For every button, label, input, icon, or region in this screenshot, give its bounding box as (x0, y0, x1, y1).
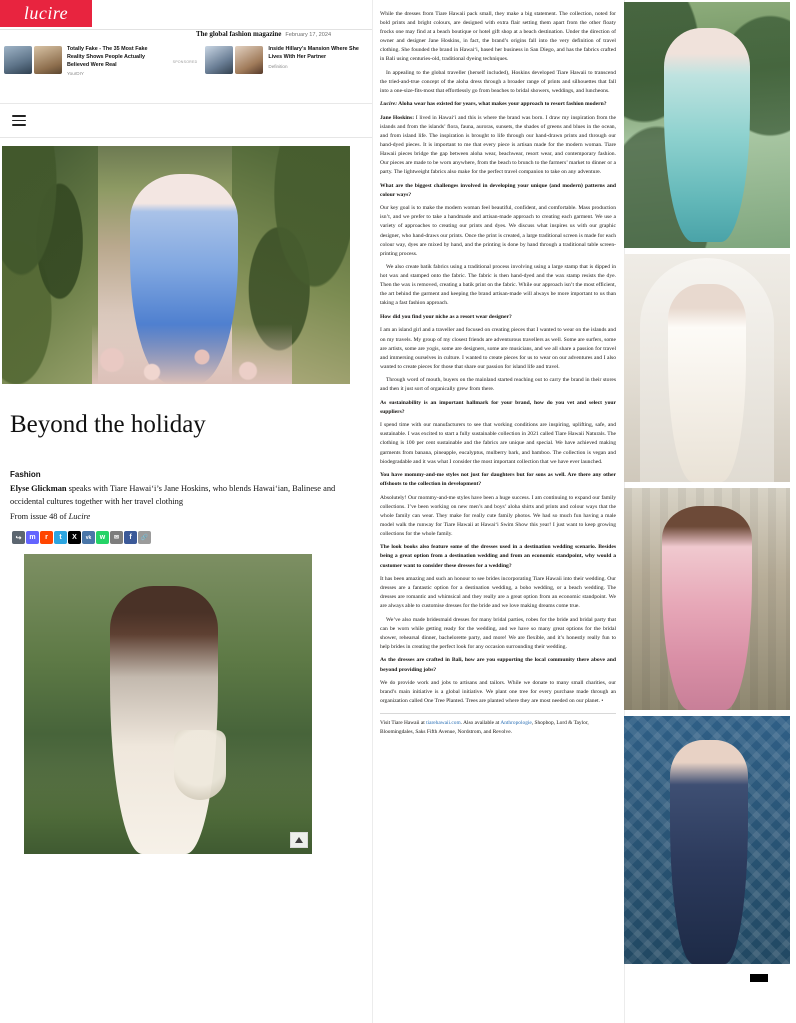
rail-model-figure (668, 284, 746, 482)
issue-name: Lucire (68, 512, 91, 522)
body-paragraph: It has been amazing and such an honour to see brides incorporating Tiare Hawaii into their wedding. Our dresses are a fantastic option for a destination wedding, a boho wedding, or a beach wedding. The dresses are romantic and whimsical and they really are a great option from an economic standpoint. We are always able to customise dresses for the bride and we love making dreams come true. (380, 576, 616, 610)
article-issue-line (0, 508, 372, 521)
interview-question: What are the biggest challenges involved in developing your unique (and modern) patterns and colour ways? (380, 182, 616, 198)
right-image-rail (624, 0, 796, 1023)
site-masthead (0, 0, 372, 30)
telegram-icon-glyph: t (59, 534, 62, 542)
scroll-to-top-button[interactable] (290, 832, 308, 848)
ad-thumbnails (205, 46, 263, 95)
facebook-icon[interactable] (124, 531, 137, 544)
interview-question: As the dresses are crafted in Bali, how are you supporting the local community there above and beyond providing jobs? (380, 657, 616, 673)
x-twitter-icon-glyph: X (72, 534, 77, 542)
question-text: Aloha wear has existed for years, what makes your approach to resort fashion modern? (397, 101, 607, 108)
interviewee-name: Jane Hoskins: (380, 114, 415, 121)
body-paragraph (380, 114, 616, 177)
left-column (0, 0, 372, 1023)
article-secondary-image (24, 554, 312, 854)
body-paragraph: We do provide work and jobs to artisans and tailors. While we donate to many small charities, our brand’s main initiative is a global initiative. We plant one tree for every purchase made through an organization called One Tree Planted. Trees are planted where they are most needed on our planet. • (380, 680, 616, 705)
rail-footer-marker (750, 974, 768, 982)
interviewer-name: Lucire: (380, 101, 398, 108)
mastodon-icon[interactable] (26, 531, 39, 544)
rail-image-white-dress (624, 254, 790, 482)
sponsored-label: SPONSORED (172, 60, 198, 64)
answer-text: I lived in Hawai‘i and this is where the brand was born. I draw my inspiration from the islands and from the islands’ flora, fauna, auroras, sunsets, the shades of greens and blues in the ocean, and from island life. The inspiration is brought to life through our hand-drawn prints and through our hand-dyed pieces. It is important to me that every piece is artisan made for the modern woman. Tiare Hawaii pieces bridge the gap between aloha wear, beachwear, resort wear, and contemporary fashion. Our pieces are made to be worn anywhere, from the beach to brunch to the farmers’ market to dinner or a party. The lightweight fabrics also make for the perfect travel companion to take on any adventure. (380, 114, 616, 176)
body-paragraph: Absolutely! Our mommy-and-me styles have been a huge success. I am continuing to expand our family collections. I’ve been working on new men’s and boys’ aloha shirts and prints and colour ways that the whole family can wear. They make for really cute family photos. We had so much fun having a male model walk the runway for Tiare Hawaii at Hawai‘i Swim Show this year! I just want to keep growing collections for the whole family. (380, 494, 616, 537)
article-body (380, 10, 616, 736)
body-paragraph: We also create batik fabrics using a traditional process involving using a large stamp that is dipped in hot wax and stamped onto the fabric. The fabric is then hand-dyed and the wax stamp resists the dye. Then the wax is removed, creating a batik print on the fabric. While our approach isn’t the most efficient, the art behind the garment and keeping the brand artisan-made will always be more important to us than taking a fast fashion approach. (380, 264, 616, 307)
rail-model-figure (662, 506, 752, 710)
body-paragraph: In appealing to the global traveller (herself included), Hoskins developed Tiare Hawaii to transcend the tried-and-true concept of the aloha dress through a broader range of prints and silhouettes that fall into a one-size-fits-most that effortlessly go from beaches to bridal showers, weddings, and luncheons. (380, 69, 616, 94)
article-footer-note (380, 713, 616, 736)
email-icon[interactable] (110, 531, 123, 544)
sponsored-ad-strip (0, 42, 372, 104)
hero-petal-ground (92, 324, 292, 384)
page-title: Beyond the holiday (10, 410, 206, 438)
ad-thumbnail-image (34, 46, 62, 74)
rail-image-list (624, 0, 796, 982)
body-paragraph: Our key goal is to make the modern woman feel beautiful, confident, and comfortable. Mass production isn’t, and we prefer to take a handmade and artisan-made approach to creating each garment. We use a variety of approaches to creating our prints and dyes. We discuss what inspires us with our graphic designer, who hand-draws our prints. Once the print is created, a large traditional screen is made for each colour way, dyes are mixed by hand, and the printing is done by hand through a traditional table screen-printing process. (380, 205, 616, 257)
interview-question: As sustainability is an important hallmark for your brand, how do you vet and select your suppliers? (380, 399, 616, 415)
social-share-bar (0, 521, 372, 552)
body-paragraph: We’ve also made bridesmaid dresses for many bridal parties, robes for the bride and bridal party that can be worn while getting ready for the wedding, and we have so many great options for the bridal shower, rehearsal dinner, bachelorette party, and more! We are flexible, and it’s honestly really fun to help brides in creating the perfect look for any occasion surrounding their wedding. (380, 616, 616, 650)
interview-question (380, 100, 616, 109)
vk-icon-glyph: vk (85, 534, 92, 541)
share-icon[interactable] (12, 531, 25, 544)
share-icon-glyph: ↪ (15, 534, 22, 542)
article-body-column (372, 0, 624, 1023)
site-date: February 17, 2024 (285, 32, 332, 38)
standfirst-text: speaks with Tiare Hawai‘i’s Jane Hoskins, who blends Hawai‘ian, Balinese and occidental cultures together with her travel clothing (10, 484, 336, 506)
rail-image-aqua-dress (624, 2, 790, 248)
x-twitter-icon[interactable] (68, 531, 81, 544)
body-paragraph: I am an island girl and a traveller and focused on creating pieces that I wanted to wear on the islands and on my travels. My group of my closest friends are adventurous travellers as well. Some are surfers, some are artists, some are yogis, some are designers, some are musicians, and we all share a passion for travel and immersing ourselves in culture. I wanted to create pieces for us to wear on our adventures and I also wanted to create pieces for those that share our passion for island life and travel. (380, 327, 616, 370)
body-paragraph: I spend time with our manufacturers to see that working conditions are inspiring, uplifting, safe, and sustainable. I was excited to start a fully sustainable collection in 2021 called Tiare Hawaii Naturals. The clothing is 100 per cent sustainable and the fabrics are unique and special. We have achieved making garments from banana, pineapple, eucalyptus, mulberry bark, and bamboo. The collection is vegan and biodegradable and it was what I consider the most important collection that we have ever launched. (380, 422, 616, 465)
ad-thumbnail-image (235, 46, 263, 74)
issue-prefix: From issue 48 of (10, 512, 69, 522)
secondary-image-net-bag (174, 730, 226, 800)
sponsored-ad-item[interactable] (205, 46, 366, 95)
hero-foliage-left (2, 146, 98, 384)
body-paragraph: Through word of mouth, buyers on the mainland started reaching out to carry the brand in their stores and then it just sort of organically grew from there. (380, 377, 616, 393)
ad-thumbnail-image (4, 46, 32, 74)
standfirst-author: Elyse Glickman (10, 484, 67, 494)
facebook-icon-glyph: f (129, 534, 132, 542)
ad-thumbnails (4, 46, 62, 95)
reddit-icon-glyph: r (45, 534, 48, 542)
anthropologie-link[interactable]: Anthropologie (500, 720, 532, 727)
mastodon-icon-glyph: m (29, 534, 36, 542)
interview-question: The look books also feature some of the dresses used in a destination wedding scenario. Besides being a great option from a destination wedding and from an economic standpoint, why would a customer want to consider these dresses for a wedding? (380, 544, 616, 569)
article-hero-image (2, 146, 350, 384)
reddit-icon[interactable] (40, 531, 53, 544)
copy-link-icon[interactable] (138, 531, 151, 544)
interview-question: You have mommy-and-me styles not just for daughters but for sons as well. Are there any other offshoots to the collection in development? (380, 472, 616, 488)
article-section-label: Fashion (10, 470, 41, 480)
site-tagline: The global fashion magazine (196, 30, 282, 38)
footer-mid: . Also available at (460, 720, 501, 727)
ad-source: YourDIY (67, 71, 84, 77)
ad-text (67, 46, 165, 95)
rail-image-pink-floral-dress (624, 488, 790, 710)
footer-rest: , Shopbop, Lord & Taylor, Bloomingdales, Saks Fifth Avenue, Nordstrom, and Revolve. (380, 720, 589, 735)
copy-link-icon-glyph: 🔗 (140, 535, 149, 542)
vk-icon[interactable] (82, 531, 95, 544)
hamburger-menu-icon[interactable] (12, 115, 26, 125)
tagline-bar (0, 30, 372, 42)
tiare-hawaii-link[interactable]: tiarehawaii.com (426, 720, 461, 727)
telegram-icon[interactable] (54, 531, 67, 544)
site-navbar (0, 104, 372, 138)
rail-image-navy-dress (624, 716, 790, 964)
email-icon-glyph: ✉ (113, 535, 120, 542)
sponsored-ad-item[interactable] (4, 46, 165, 95)
whatsapp-icon[interactable] (96, 531, 109, 544)
site-logo[interactable]: lucire (0, 0, 92, 27)
ad-text (268, 46, 366, 95)
secondary-image-model (110, 586, 218, 854)
rail-model-figure (664, 28, 750, 242)
ad-thumbnail-image (205, 46, 233, 74)
body-paragraph: While the dresses from Tiare Hawaii pack small, they make a big statement. The collection, noted for bold prints and bright colours, are designed with extra flair setting them apart from the other floaty frocks one may find at a beach boutique or hotel gift shop at a beach destination. Under the direction of owner and designer Jane Hoskins, in fact, the brand’s origins fall into the very definition of travel clothing. She founded the brand in Hawai‘i, based her business in San Diego, and has the fabrics crafted in Bali using centuries-old, traditional dyeing techniques. (380, 11, 616, 63)
ad-title: Inside Hillary's Mansion Where She Lives With Her Partner (268, 46, 359, 60)
rail-model-figure (670, 740, 748, 964)
ad-source: Definition (268, 63, 288, 69)
interview-question: How did you find your niche as a resort wear designer? (380, 313, 512, 320)
footer-prefix: Visit Tiare Hawaii at (380, 720, 427, 727)
ad-title: Totally Fake - The 35 Most Fake Reality Shows People Actually Believed Were Real (67, 46, 148, 68)
article-standfirst (0, 483, 372, 508)
whatsapp-icon-glyph: w (99, 534, 106, 542)
